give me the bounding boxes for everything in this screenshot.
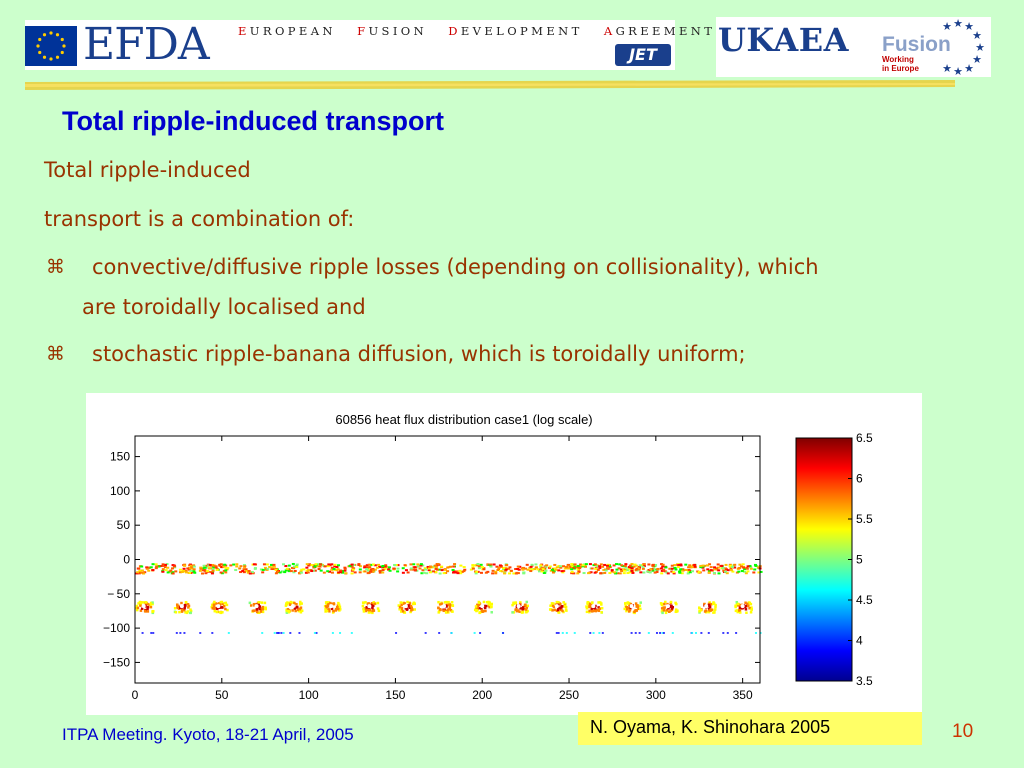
intro-line-1: Total ripple-induced — [44, 158, 251, 182]
svg-text:★: ★ — [972, 29, 982, 42]
hotspot — [585, 601, 603, 614]
hotspot — [174, 601, 193, 614]
svg-text:★: ★ — [953, 17, 963, 30]
intro-line-2: transport is a combination of: — [44, 207, 355, 231]
svg-text:★: ★ — [964, 20, 974, 34]
y-tick-label: 0 — [123, 552, 130, 567]
svg-text:★: ★ — [942, 61, 952, 75]
hotspot — [285, 601, 304, 614]
eu-flag-icon — [25, 26, 77, 66]
x-tick-label: 350 — [732, 688, 753, 702]
colorbar-tick-label: 4.5 — [856, 593, 873, 607]
jet-logo: JET — [615, 44, 671, 66]
hotspot — [437, 601, 454, 614]
colorbar-tick-label: 6 — [856, 471, 863, 486]
slide-title: Total ripple-induced transport — [62, 106, 445, 136]
y-tick-label: 50 — [116, 518, 130, 533]
hotspot — [249, 601, 267, 614]
heat-flux-figure — [86, 393, 922, 715]
colorbar-tick-label: 5 — [856, 552, 863, 567]
hotspot — [623, 601, 641, 614]
colorbar-tick-label: 5.5 — [856, 512, 873, 526]
bullet-1-line-2: are toroidally localised and — [82, 295, 366, 319]
x-tick-label: 0 — [131, 688, 139, 702]
bullet-icon: ⌘ — [46, 256, 65, 278]
hotspot — [135, 601, 154, 614]
footer-meeting: ITPA Meeting. Kyoto, 18-21 April, 2005 — [62, 725, 354, 744]
colorbar-gradient — [796, 438, 852, 681]
colorbar — [796, 431, 873, 688]
hotspot — [324, 601, 342, 614]
hotspot — [398, 601, 416, 614]
y-tick-label: 100 — [109, 483, 130, 498]
y-tick-label: −100 — [102, 621, 130, 636]
x-tick-label: 100 — [298, 688, 319, 702]
hotspot — [734, 601, 753, 614]
x-tick-label: 150 — [385, 688, 406, 702]
hotspot — [698, 601, 717, 614]
heat-band — [135, 563, 762, 575]
credit-box: N. Oyama, K. Shinohara 2005 — [578, 712, 922, 745]
hotspot — [362, 601, 381, 614]
working-in-europe-text: Working in Europe — [882, 55, 919, 73]
y-tick-label: − 50 — [107, 586, 130, 601]
plot-area — [103, 436, 763, 702]
header-divider — [25, 78, 955, 91]
y-tick-label: −150 — [102, 655, 130, 670]
efda-agreement-text: EUROPEAN FUSION DEVELOPMENT AGREEMENT — [238, 24, 716, 38]
svg-text:★: ★ — [972, 53, 982, 66]
efda-logo-banner — [25, 19, 716, 70]
hotspot — [474, 601, 493, 614]
svg-text:★: ★ — [964, 61, 974, 75]
colorbar-tick-label: 4 — [856, 633, 863, 648]
svg-text:★: ★ — [975, 41, 985, 54]
hotspot — [511, 601, 529, 614]
x-tick-label: 300 — [645, 688, 666, 702]
y-tick-label: 150 — [109, 449, 130, 464]
heat-flux-chart — [86, 393, 922, 715]
svg-text:★: ★ — [942, 20, 952, 34]
colorbar-tick-label: 6.5 — [856, 431, 873, 445]
page-number: 10 — [952, 721, 974, 742]
ukaea-logo-banner — [716, 17, 991, 77]
bullet-2: stochastic ripple-banana diffusion, which is toroidally uniform; — [92, 342, 746, 366]
colorbar-tick-label: 3.5 — [856, 674, 873, 688]
ukaea-logo-text: UKAEA — [718, 21, 849, 59]
hotspot — [549, 601, 568, 614]
x-tick-label: 250 — [559, 688, 580, 702]
bullet-1-line-1: convective/diffusive ripple losses (depending on collisionality), which — [92, 255, 819, 279]
x-tick-label: 200 — [472, 688, 493, 702]
plot-frame — [135, 436, 760, 683]
svg-text:★: ★ — [953, 65, 963, 77]
efda-logo-text: EFDA — [83, 19, 209, 70]
fusion-logo-text: Fusion — [882, 33, 951, 56]
x-tick-label: 50 — [215, 688, 229, 702]
hotspot — [211, 601, 229, 614]
euro-stars-icon — [930, 17, 990, 77]
hotspot — [660, 601, 679, 614]
chart-title: 60856 heat flux distribution case1 (log scale) — [335, 412, 593, 427]
low-flux-dots — [142, 632, 762, 634]
bullet-icon: ⌘ — [46, 343, 65, 365]
